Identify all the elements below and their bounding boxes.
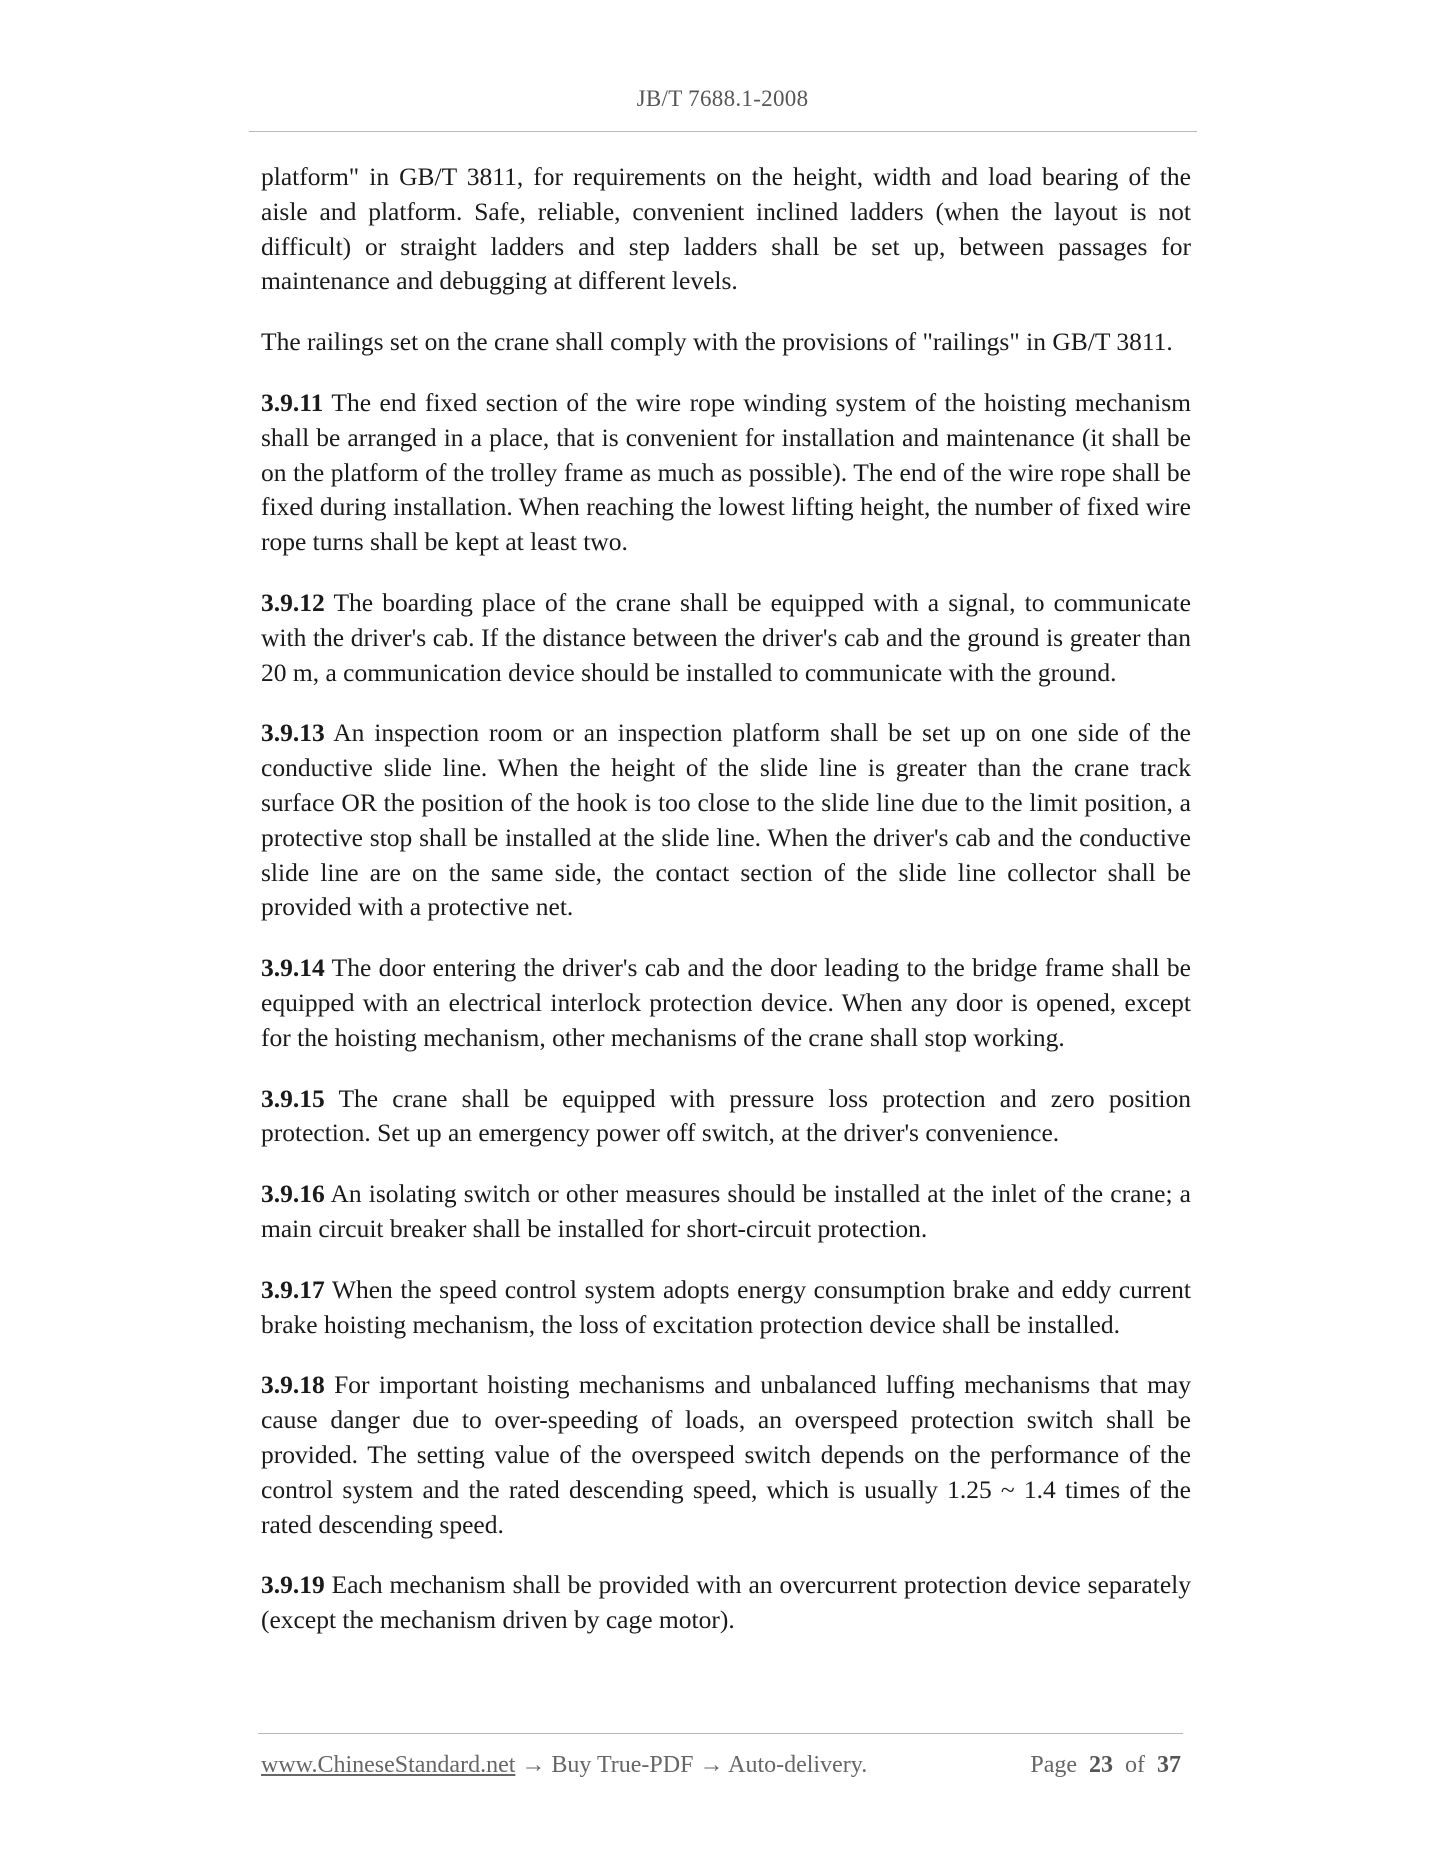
clause-number: 3.9.14 — [261, 953, 325, 983]
paragraph-text: The end fixed section of the wire rope winding system of the hoisting mechanism shall be arranged in a place, that is convenient for installation and maintenance (it shall be on the platform of the trolley frame as much as possible). The end of the wire rope shall be fixed during installation. When reaching the lowest lifting height, the number of fixed wire rope turns shall be kept at least two. — [261, 387, 1191, 557]
page-indicator — [1030, 1752, 1181, 1779]
clause-number: 3.9.16 — [261, 1179, 325, 1209]
paragraph-railings — [261, 325, 1191, 360]
clause-3-9-14 — [261, 951, 1191, 1055]
clause-number: 3.9.17 — [261, 1274, 325, 1304]
clause-3-9-19 — [261, 1568, 1191, 1638]
clause-number: 3.9.12 — [261, 587, 325, 617]
footer-promo — [261, 1752, 867, 1779]
document-code-header: JB/T 7688.1-2008 — [636, 86, 809, 111]
clause-3-9-13 — [261, 716, 1191, 925]
clause-number: 3.9.18 — [261, 1370, 325, 1400]
paragraph-text: An isolating switch or other measures should be installed at the inlet of the crane; a main circuit breaker shall be installed for short-circuit protection. — [261, 1179, 1191, 1243]
paragraph-text: For important hoisting mechanisms and unbalanced luffing mechanisms that may cause danger due to over-speeding of loads, an overspeed protection switch shall be provided. The setting value of the overspeed switch depends on the performance of the control system and the rated descending speed, which is usually 1.25 ~ 1.4 times of the rated descending speed. — [261, 1370, 1191, 1539]
clause-number: 3.9.13 — [261, 718, 325, 748]
paragraph-text: The crane shall be equipped with pressure loss protection and zero position protection. Set up an emergency power off switch, at the driver's convenience. — [261, 1083, 1191, 1148]
paragraph-text: An inspection room or an inspection platform shall be set up on one side of the conductive slide line. When the height of the slide line is greater than the crane track surface OR the position of the hook is too close to the slide line due to the limit position, a protective stop shall be installed at the slide line. When the driver's cab and the conductive slide line are on the same side, the contact section of the slide line collector shall be provided with a protective net. — [261, 718, 1191, 922]
clause-number: 3.9.11 — [261, 387, 324, 417]
page-of-label: of — [1125, 1752, 1145, 1778]
clause-number: 3.9.19 — [261, 1570, 325, 1600]
current-page-number: 23 — [1089, 1752, 1113, 1778]
clause-3-9-12 — [261, 586, 1191, 690]
paragraph-text: When the speed control system adopts energy consumption brake and eddy current brake hoisting mechanism, the loss of excitation protection device shall be installed. — [261, 1274, 1191, 1339]
clause-3-9-16 — [261, 1177, 1191, 1247]
clause-number: 3.9.15 — [261, 1083, 325, 1113]
paragraph-text: The railings set on the crane shall comply with the provisions of "railings" in GB/T 3811. — [261, 327, 1173, 357]
footer-tagline: → Buy True-PDF → Auto-delivery. — [515, 1752, 868, 1778]
paragraph-text: platform" in GB/T 3811, for requirements on the height, width and load bearing of the aisle and platform. Safe, reliable, convenient inclined ladders (when the layout is not difficult) or straight ladders and step ladders shall be set up, between passages for maintenance and debugging at different levels. — [261, 162, 1191, 296]
paragraph-text: The boarding place of the crane shall be equipped with a signal, to communicate with the driver's cab. If the distance between the driver's cab and the ground is greater than 20 m, a communication device should be installed to communicate with the ground. — [261, 587, 1191, 687]
website-link[interactable]: www.ChineseStandard.net — [261, 1752, 516, 1778]
clause-3-9-11 — [261, 386, 1191, 560]
page-label: Page — [1030, 1752, 1077, 1778]
paragraph-text: Each mechanism shall be provided with an overcurrent protection device separately (except the mechanism driven by cage motor). — [261, 1570, 1191, 1635]
footer-divider — [258, 1733, 1183, 1734]
header-divider — [249, 131, 1197, 132]
total-pages-number: 37 — [1157, 1752, 1181, 1778]
clause-3-9-18 — [261, 1368, 1191, 1542]
clause-3-9-17 — [261, 1273, 1191, 1343]
paragraph-platform-continued — [261, 160, 1191, 299]
page-footer — [261, 1752, 1181, 1786]
paragraph-text: The door entering the driver's cab and the door leading to the bridge frame shall be equipped with an electrical interlock protection device. When any door is opened, except for the hoisting mechanism, other mechanisms of the crane shall stop working. — [261, 953, 1191, 1052]
document-body — [261, 160, 1191, 1664]
clause-3-9-15 — [261, 1082, 1191, 1152]
